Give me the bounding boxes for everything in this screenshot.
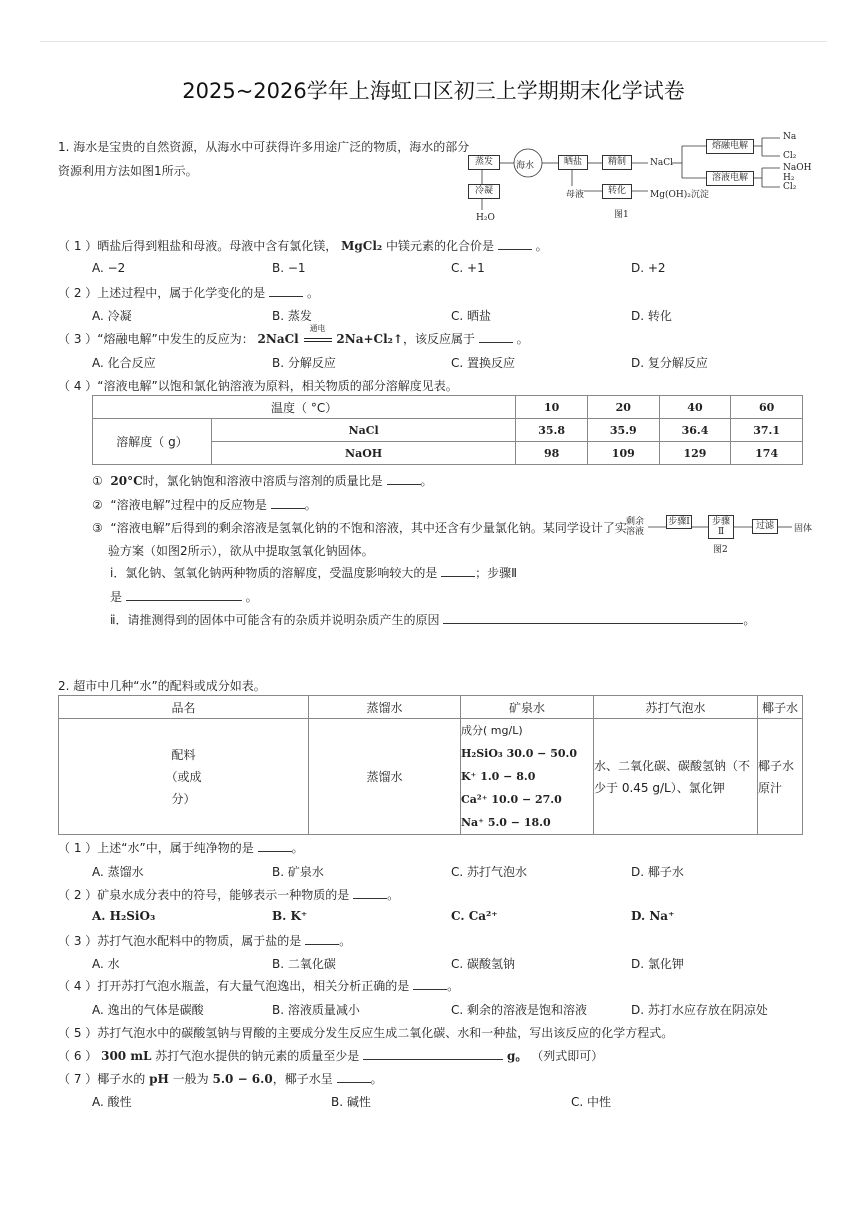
q2-1-option-c[interactable]: C. 苏打气泡水	[451, 865, 528, 879]
temp-header: 温度（ °C）	[93, 396, 516, 419]
fig1-h2o: H₂O	[476, 213, 495, 223]
row-label: 配料（或成分）	[59, 719, 309, 835]
q1-2-option-d[interactable]: D. 转化	[631, 309, 672, 323]
q2-sub3: （ 3 ）苏打气泡水配料中的物质，属于盐的是 。	[58, 934, 352, 948]
q1-4-item2: ② “溶液电解”过程中的反应物是 。	[92, 498, 317, 512]
reaction-condition: 通电	[309, 324, 326, 333]
fig1-melt-electrolysis-box: 熔融电解	[706, 139, 754, 154]
top-divider	[40, 41, 827, 42]
q1-1-option-c[interactable]: C. +1	[451, 261, 485, 275]
q1-4-item3-line1: ③ “溶液电解”后得到的剩余溶液是氢氧化钠的不饱和溶液，其中还含有少量氯化钠。某同学设计了实	[92, 521, 627, 535]
q1-4-item3-line2: 验方案（如图2所示），欲从中提取氢氧化钠固体。	[108, 544, 374, 558]
answer-blank[interactable]	[258, 839, 292, 852]
q2-sub7: （ 7 ）椰子水的 pH 一般为 5.0 − 6.0，椰子水呈 。	[58, 1072, 383, 1086]
q2-stem: 2. 超市中几种“水”的配料或成分如表。	[58, 679, 266, 693]
q1-1-option-d[interactable]: D. +2	[631, 261, 666, 275]
answer-blank[interactable]	[441, 564, 475, 577]
q1-sub4: （ 4 ）“溶液电解”以饱和氯化钠溶液为原料，相关物质的部分溶解度见表。	[58, 379, 458, 393]
soda-cell: 水、二氧化碳、碳酸氢钠（不少于 0.45 g/L）、氯化钾	[594, 719, 758, 835]
fig2-residual: 剩余溶液	[626, 517, 645, 537]
q1-sub2: （ 2 ）上述过程中，属于化学变化的是 。	[58, 286, 319, 300]
q2-2-option-b[interactable]: B. K⁺	[272, 909, 308, 923]
q2-2-option-d[interactable]: D. Na⁺	[631, 909, 675, 923]
q1-2-option-a[interactable]: A. 冷凝	[92, 309, 132, 323]
q2-1-option-a[interactable]: A. 蒸馏水	[92, 865, 144, 879]
q2-1-option-d[interactable]: D. 椰子水	[631, 865, 684, 879]
temp-20: 20	[587, 396, 659, 419]
q1-sub1: （ 1 ）晒盐后得到粗盐和母液。母液中含有氯化镁， MgCl₂ 中镁元素的化合价是 。	[58, 239, 548, 253]
fig1-cl2-b: Cl₂	[783, 182, 797, 192]
fig2-caption: 图2	[713, 545, 728, 555]
mineral-line: H₂SiO₃ 30.0 − 50.0	[461, 747, 578, 760]
q2-4-option-b[interactable]: B. 溶液质量减小	[272, 1003, 360, 1017]
q2-2-option-c[interactable]: C. Ca²⁺	[451, 909, 498, 923]
q1-stem-line2: 资源利用方法如图1所示。	[58, 164, 198, 178]
answer-blank[interactable]	[363, 1047, 503, 1060]
cell: 174	[731, 442, 803, 465]
solubility-label: 溶解度（ g）	[93, 419, 212, 465]
fig2-solid: 固体	[794, 524, 813, 534]
cell: 109	[587, 442, 659, 465]
q1-1-option-a[interactable]: A. −2	[92, 261, 126, 275]
q1-1-option-b[interactable]: B. −1	[272, 261, 306, 275]
header-mineral: 矿泉水	[461, 696, 594, 719]
water-ingredients-table	[58, 695, 803, 835]
q1-2-option-c[interactable]: C. 晒盐	[451, 309, 492, 323]
solubility-table	[92, 395, 803, 465]
q2-sub1: （ 1 ）上述“水”中，属于纯净物的是 。	[58, 841, 304, 855]
mineral-line: Na⁺ 5.0 − 18.0	[461, 816, 551, 829]
answer-blank[interactable]	[305, 932, 339, 945]
q2-3-option-c[interactable]: C. 碳酸氢钠	[451, 957, 516, 971]
q2-sub5: （ 5 ）苏打气泡水中的碳酸氢钠与胃酸的主要成分发生反应生成二氧化碳、水和一种盐，写出该反应的化学方程式。	[58, 1026, 674, 1040]
row-naoh-name: NaOH	[212, 442, 516, 465]
q2-3-option-a[interactable]: A. 水	[92, 957, 120, 971]
q2-7-option-c[interactable]: C. 中性	[571, 1095, 612, 1109]
q1-3-option-a[interactable]: A. 化合反应	[92, 356, 156, 370]
fig1-convert-box: 转化	[602, 184, 632, 199]
q2-sub2: （ 2 ）矿泉水成分表中的符号，能够表示一种物质的是 。	[58, 888, 400, 902]
q2-3-option-b[interactable]: B. 二氧化碳	[272, 957, 336, 971]
answer-blank[interactable]	[479, 330, 513, 343]
header-coconut: 椰子水	[758, 696, 803, 719]
fig2-step2: 步骤Ⅱ	[708, 515, 734, 539]
q1-3-option-b[interactable]: B. 分解反应	[272, 356, 336, 370]
mineral-line: K⁺ 1.0 − 8.0	[461, 770, 536, 783]
fig1-condense-box: 冷凝	[468, 184, 500, 199]
q1-4-item3-ii: ⅱ．请推测得到的固体中可能含有的杂质并说明杂质产生的原因 。	[110, 613, 756, 627]
answer-blank[interactable]	[269, 284, 303, 297]
answer-blank[interactable]	[271, 496, 305, 509]
q1-4-item3-i: ⅰ．氯化钠、氢氧化钠两种物质的溶解度，受温度影响较大的是 ；步骤Ⅱ	[110, 566, 518, 580]
answer-blank[interactable]	[443, 611, 743, 624]
answer-blank[interactable]	[353, 886, 387, 899]
q2-4-option-c[interactable]: C. 剩余的溶液是饱和溶液	[451, 1003, 588, 1017]
cell: 37.1	[731, 419, 803, 442]
fig1-refine-box: 精制	[602, 155, 632, 170]
fig2-step1: 步骤Ⅰ	[666, 515, 692, 529]
header-soda: 苏打气泡水	[594, 696, 758, 719]
fig1-naoh: NaOH	[783, 163, 812, 173]
temp-10: 10	[516, 396, 588, 419]
figure-1-flowchart	[462, 128, 812, 228]
answer-blank[interactable]	[498, 237, 532, 250]
fig1-seawater: 海水	[516, 161, 535, 171]
cell: 36.4	[659, 419, 731, 442]
q1-sub3: （ 3 ）“熔融电解”中发生的反应为： 2NaCl 通电 2Na+Cl₂↑，该反应属于 。	[58, 324, 529, 346]
fig1-sun-salt-box: 晒盐	[558, 155, 588, 170]
cell: 35.9	[587, 419, 659, 442]
mineral-line: 成分( mg/L)	[461, 724, 523, 737]
header-name: 品名	[59, 696, 309, 719]
q2-4-option-a[interactable]: A. 逸出的气体是碳酸	[92, 1003, 204, 1017]
header-distilled: 蒸馏水	[309, 696, 461, 719]
q1-3-option-d[interactable]: D. 复分解反应	[631, 356, 708, 370]
fig1-caption: 图1	[614, 210, 629, 220]
fig1-evaporate-box: 蒸发	[468, 155, 500, 170]
cell: 129	[659, 442, 731, 465]
fig1-na: Na	[783, 132, 797, 142]
coconut-cell: 椰子水原汁	[758, 719, 803, 835]
q2-7-option-a[interactable]: A. 酸性	[92, 1095, 132, 1109]
mineral-cell	[461, 719, 594, 835]
temp-40: 40	[659, 396, 731, 419]
q1-4-item3-i-cont: 是 。	[110, 590, 258, 604]
q2-4-option-d[interactable]: D. 苏打水应存放在阴凉处	[631, 1003, 768, 1017]
q1-stem-line1: 1. 海水是宝贵的自然资源，从海水中可获得许多用途广泛的物质，海水的部分	[58, 140, 470, 154]
page-title: 2025~2026学年上海虹口区初三上学期期末化学试卷	[182, 79, 685, 103]
answer-blank[interactable]	[337, 1070, 371, 1083]
q1-4-item1: ① 20°C时，氯化钠饱和溶液中溶质与溶剂的质量比是 。	[92, 474, 433, 488]
fig1-mother-liquor: 母液	[566, 190, 585, 200]
q2-2-option-a[interactable]: A. H₂SiO₃	[92, 909, 156, 923]
cell: 98	[516, 442, 588, 465]
q1-3-option-c[interactable]: C. 置换反应	[451, 356, 516, 370]
cell: 35.8	[516, 419, 588, 442]
answer-blank[interactable]	[413, 977, 447, 990]
answer-blank[interactable]	[387, 472, 421, 485]
q2-3-option-d[interactable]: D. 氯化钾	[631, 957, 684, 971]
q2-7-option-b[interactable]: B. 碱性	[331, 1095, 371, 1109]
temp-60: 60	[731, 396, 803, 419]
answer-blank[interactable]	[126, 588, 242, 601]
row-nacl-name: NaCl	[212, 419, 516, 442]
q2-sub6: （ 6 ） 300 mL 苏打气泡水提供的钠元素的质量至少是 g。 （列式即可）	[58, 1049, 604, 1063]
fig1-nacl: NaCl	[650, 158, 674, 168]
fig1-mgoh2: Mg(OH)₂沉淀	[650, 190, 709, 200]
fig1-solution-electrolysis-box: 溶液电解	[706, 171, 754, 186]
distilled-cell: 蒸馏水	[309, 719, 461, 835]
fig1-cl2-a: Cl₂	[783, 151, 797, 161]
fig1-h2: H₂	[783, 173, 795, 183]
q2-sub4: （ 4 ）打开苏打气泡水瓶盖，有大量气泡逸出，相关分析正确的是 。	[58, 979, 460, 993]
fig2-filter: 过滤	[752, 519, 778, 534]
mineral-line: Ca²⁺ 10.0 − 27.0	[461, 793, 562, 806]
q2-1-option-b[interactable]: B. 矿泉水	[272, 865, 324, 879]
q1-2-option-b[interactable]: B. 蒸发	[272, 309, 312, 323]
